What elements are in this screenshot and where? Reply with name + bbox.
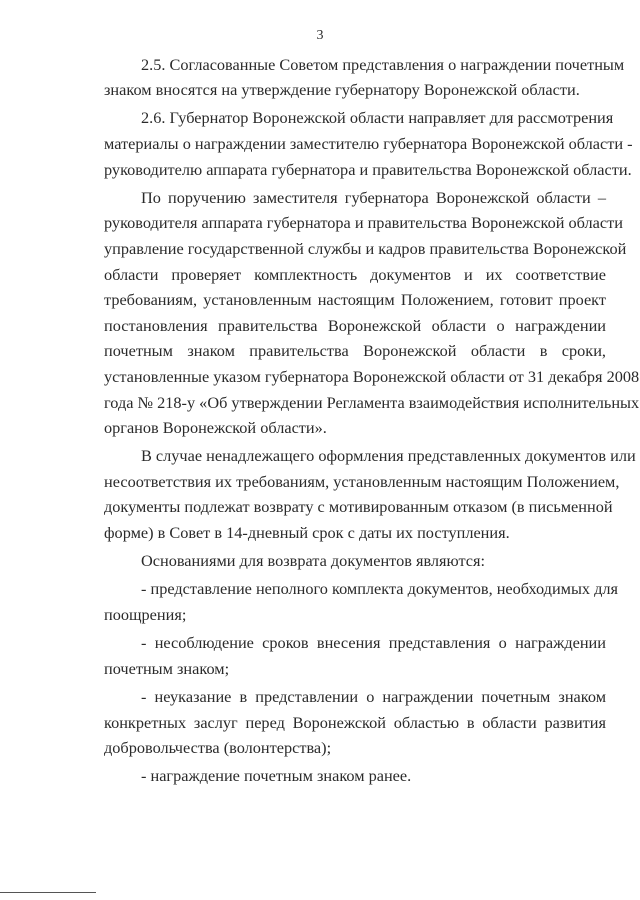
text-line: почетным знаком правительства Воронежской области в сроки, — [104, 341, 606, 361]
paragraph — [104, 684, 606, 761]
text-line: постановления правительства Воронежской области о награждении — [104, 315, 606, 335]
text-line: - награждение почетным знаком ранее. — [141, 766, 412, 786]
text-line: материалы о награждении заместителю губернатора Воронежской области - — [104, 133, 633, 153]
footer-rule — [0, 892, 96, 893]
text-line: 2.5. Согласованные Советом представления о награждении почетным — [141, 54, 625, 74]
text-line: области проверяет комплектность документов и их соответствие — [104, 264, 606, 284]
text-line: несоответствия их требованиям, установленным настоящим Положением, — [104, 471, 620, 491]
paragraph — [104, 443, 636, 545]
text-line: знаком вносятся на утверждение губернатору Воронежской области. — [104, 80, 580, 100]
text-line: 2.6. Губернатор Воронежской области направляет для рассмотрения — [141, 108, 614, 128]
text-line: По поручению заместителя губернатора Воронежской области – — [141, 187, 606, 207]
page-number: 3 — [316, 28, 324, 43]
text-line: установленные указом губернатора Воронежской области от 31 декабря 2008 — [104, 366, 640, 386]
document-body — [104, 49, 640, 789]
text-line: добровольчества (волонтерства); — [104, 738, 332, 758]
text-line: форме) в Совет в 14-дневный срок с даты их поступления. — [104, 523, 510, 543]
paragraph — [104, 185, 640, 441]
paragraph — [104, 52, 625, 103]
text-line: - неуказание в представлении о награждении почетным знаком — [141, 687, 606, 706]
text-line: В случае ненадлежащего оформления представленных документов или — [141, 446, 636, 466]
text-line: - представление неполного комплекта документов, необходимых для — [141, 579, 619, 599]
text-line: почетным знаком; — [104, 658, 230, 678]
text-line: поощрения; — [104, 605, 187, 625]
text-line: управление государственной службы и кадров правительства Воронежской — [104, 238, 627, 258]
text-line: документы подлежат возврату с мотивированным отказом (в письменной — [104, 497, 613, 517]
paragraph — [104, 548, 606, 574]
text-line: требованиям, установленным настоящим Положением, готовит проект — [104, 290, 606, 310]
paragraph — [104, 630, 606, 681]
paragraph — [104, 576, 619, 627]
text-line: руководителю аппарата губернатора и правительства Воронежской области. — [104, 159, 632, 179]
text-line: руководителя аппарата губернатора и правительства Воронежской области — [104, 213, 623, 233]
paragraph — [104, 105, 633, 182]
text-line: органов Воронежской области». — [104, 418, 327, 438]
text-line: года № 218-у «Об утверждении Регламента взаимодействия исполнительных — [104, 392, 640, 412]
paragraph — [104, 763, 606, 789]
text-line: - несоблюдение сроков внесения представления о награждении — [141, 633, 606, 653]
text-line: Основаниями для возврата документов являются: — [141, 551, 486, 571]
text-line: конкретных заслуг перед Воронежской областью в области развития — [104, 712, 606, 732]
